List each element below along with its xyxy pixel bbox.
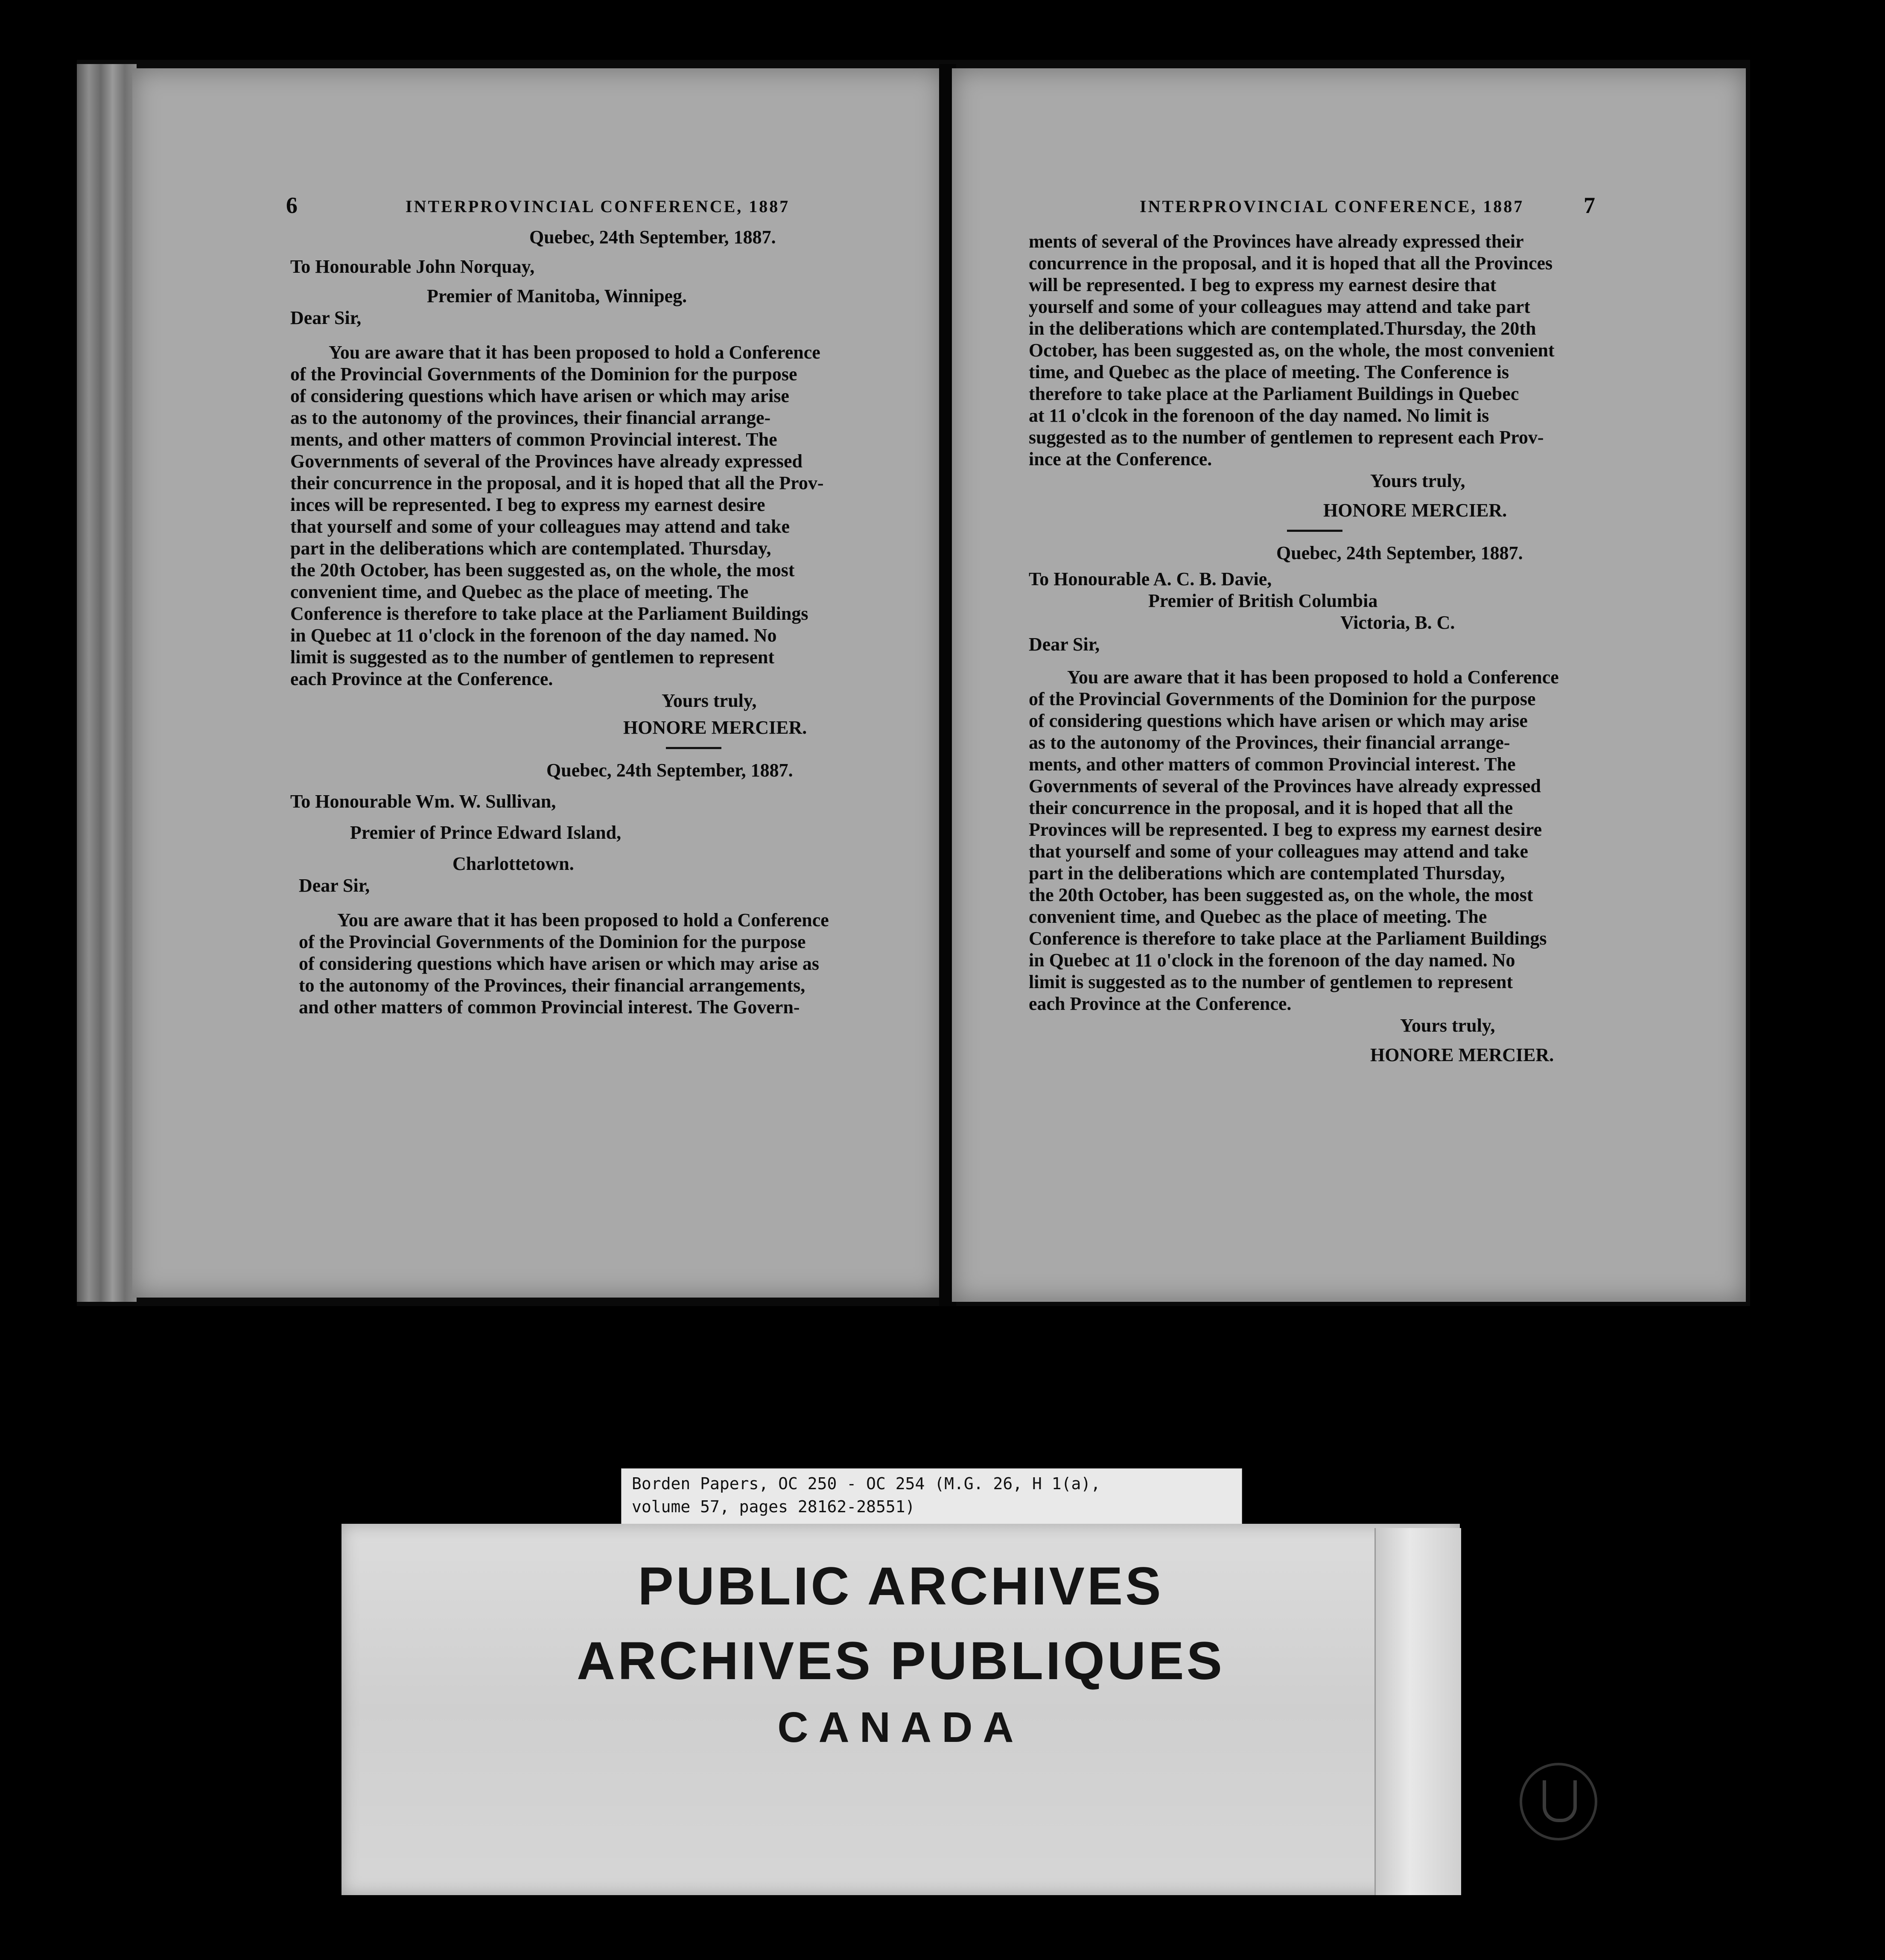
letter-addressee-title: Premier of Manitoba, Winnipeg. <box>427 286 687 306</box>
body-line: as to the autonomy of the Provinces, their financial arrange- <box>1029 732 1510 753</box>
letter-addressee: To Honourable A. C. B. Davie, <box>1029 569 1272 589</box>
body-line: You are aware that it has been proposed to hold a Conference <box>329 342 820 363</box>
body-line: in Quebec at 11 o'clock in the forenoon of the day named. No <box>1029 950 1515 971</box>
body-line: the 20th October, has been suggested as, on the whole, the most <box>1029 884 1533 905</box>
body-line: Governments of several of the Provinces have already expressed <box>1029 776 1541 796</box>
body-line: October, has been suggested as, on the whole, the most convenient <box>1029 340 1555 361</box>
letter-addressee: To Honourable John Norquay, <box>290 256 535 277</box>
body-line: as to the autonomy of the provinces, their financial arrange- <box>290 407 771 428</box>
body-line: limit is suggested as to the number of gentlemen to represent <box>1029 971 1513 992</box>
body-line: in Quebec at 11 o'clock in the forenoon of the day named. No <box>290 625 777 646</box>
letter-closing: Yours truly, <box>662 690 757 711</box>
body-line: of considering questions which have arisen or which may arise as <box>299 953 820 974</box>
reference-line: volume 57, pages 28162-28551) <box>632 1497 915 1516</box>
body-line: concurrence in the proposal, and it is hoped that all the Provinces <box>1029 253 1553 274</box>
letter-salutation: Dear Sir, <box>290 307 362 328</box>
archive-title-english: PUBLIC ARCHIVES <box>638 1557 1164 1616</box>
letter-date: Quebec, 24th September, 1887. <box>546 760 793 781</box>
body-line: inces will be represented. I beg to express my earnest desire <box>290 494 765 515</box>
microfilm-stamp-icon <box>1520 1763 1597 1840</box>
body-line: Governments of several of the Provinces have already expressed <box>290 451 803 472</box>
body-line: Conference is therefore to take place at the Parliament Buildings <box>290 603 808 624</box>
page-stack-edge <box>77 64 137 1302</box>
letter-body <box>1029 230 1601 470</box>
letter-continuation <box>1029 230 1601 1066</box>
body-line: ments, and other matters of common Provincial interest. The <box>1029 754 1516 775</box>
body-line: of considering questions which have arisen or which may arise <box>290 385 789 406</box>
letter-salutation: Dear Sir, <box>299 875 370 896</box>
running-header: INTERPROVINCIAL CONFERENCE, 1887 <box>406 197 790 216</box>
body-line: You are aware that it has been proposed to hold a Conference <box>337 910 829 930</box>
letter-signature: HONORE MERCIER. <box>1323 500 1507 521</box>
body-line: suggested as to the number of gentlemen to represent each Prov- <box>1029 427 1544 448</box>
body-line: yourself and some of your colleagues may attend and take part <box>1029 296 1530 317</box>
divider <box>666 747 721 749</box>
body-line: convenient time, and Quebec as the place of meeting. The <box>290 581 749 602</box>
body-line: convenient time, and Quebec as the place of meeting. The <box>1029 906 1487 927</box>
body-line: at 11 o'clcok in the forenoon of the day named. No limit is <box>1029 405 1489 426</box>
running-header: INTERPROVINCIAL CONFERENCE, 1887 <box>1140 197 1524 216</box>
divider <box>1287 530 1342 532</box>
body-line: their concurrence in the proposal, and it is hoped that all the <box>1029 797 1513 818</box>
body-line: each Province at the Conference. <box>1029 993 1292 1014</box>
body-line: that yourself and some of your colleagues may attend and take <box>290 516 790 537</box>
reference-label <box>621 1468 1242 1526</box>
archive-card <box>341 1524 1460 1895</box>
body-line: time, and Quebec as the place of meeting. The Conference is <box>1029 362 1509 382</box>
body-line: of the Provincial Governments of the Dominion for the purpose <box>290 364 797 385</box>
body-line: each Province at the Conference. <box>290 668 553 689</box>
body-line: part in the deliberations which are contemplated. Thursday, <box>290 538 771 559</box>
body-line: Provinces will be represented. I beg to express my earnest desire <box>1029 819 1542 840</box>
body-line: ments, and other matters of common Provincial interest. The <box>290 429 777 450</box>
page-number: 6 <box>286 192 298 218</box>
body-line: of the Provincial Governments of the Dominion for the purpose <box>1029 688 1536 709</box>
right-page <box>952 68 1746 1302</box>
letter-date: Quebec, 24th September, 1887. <box>1276 542 1523 563</box>
letter-norquay <box>290 226 858 1018</box>
letter-addressee-city: Charlottetown. <box>452 853 574 874</box>
letter-signature: HONORE MERCIER. <box>1370 1044 1554 1065</box>
body-line: to the autonomy of the Provinces, their financial arrangements, <box>299 975 805 996</box>
body-line: the 20th October, has been suggested as, on the whole, the most <box>290 560 795 580</box>
body-line: ince at the Conference. <box>1029 449 1212 470</box>
body-line: and other matters of common Provincial interest. The Govern- <box>299 997 800 1018</box>
body-line: part in the deliberations which are contemplated Thursday, <box>1029 863 1505 884</box>
body-line: Conference is therefore to take place at the Parliament Buildings <box>1029 928 1547 949</box>
archive-country: CANADA <box>777 1703 1024 1751</box>
letter-signature: HONORE MERCIER. <box>623 717 807 738</box>
page-number: 7 <box>1584 192 1595 218</box>
body-line: ments of several of the Provinces have already expressed their <box>1029 231 1524 252</box>
body-line: will be represented. I beg to express my earnest desire that <box>1029 274 1497 295</box>
letter-body <box>290 341 858 690</box>
reference-line: Borden Papers, OC 250 - OC 254 (M.G. 26, H 1(a), <box>632 1474 1101 1493</box>
letter-body <box>1029 666 1601 1015</box>
letter-addressee-title: Premier of Prince Edward Island, <box>350 822 622 843</box>
body-line: that yourself and some of your colleagues may attend and take <box>1029 841 1529 862</box>
letter-salutation: Dear Sir, <box>1029 634 1100 655</box>
body-line: You are aware that it has been proposed to hold a Conference <box>1067 667 1559 688</box>
letter-closing: Yours truly, <box>1370 470 1465 491</box>
card-fold <box>1374 1528 1461 1895</box>
letter-body <box>290 909 858 1018</box>
body-line: of the Provincial Governments of the Dominion for the purpose <box>299 931 806 952</box>
body-line: limit is suggested as to the number of gentlemen to represent <box>290 647 775 668</box>
body-line: of considering questions which have arisen or which may arise <box>1029 710 1528 731</box>
letter-date: Quebec, 24th September, 1887. <box>529 227 776 248</box>
letter-addressee-title: Premier of British Columbia <box>1148 590 1378 611</box>
letter-closing: Yours truly, <box>1400 1015 1495 1036</box>
body-line: their concurrence in the proposal, and it is hoped that all the Prov- <box>290 472 824 493</box>
letter-addressee: To Honourable Wm. W. Sullivan, <box>290 791 556 812</box>
letter-addressee-city: Victoria, B. C. <box>1340 612 1455 633</box>
body-line: in the deliberations which are contemplated.Thursday, the 20th <box>1029 318 1536 339</box>
left-page <box>132 68 943 1298</box>
archive-title-french: ARCHIVES PUBLIQUES <box>577 1631 1225 1691</box>
body-line: therefore to take place at the Parliament Buildings in Quebec <box>1029 383 1519 404</box>
